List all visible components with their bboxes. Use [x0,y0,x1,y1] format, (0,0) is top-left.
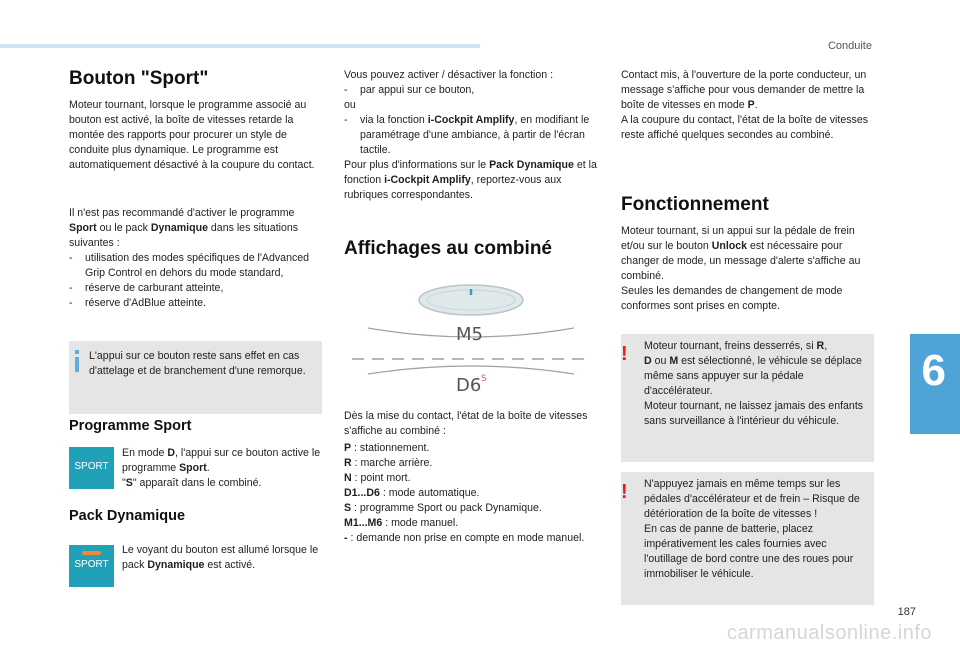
operation-text: est nécessaire pour changer de mode, un message d'alerte s'affiche au combiné. [621,240,861,282]
pack-dynamique-text [122,543,322,573]
sport-button-icon [69,447,114,489]
reco-text-3: dans les situations suivantes : [69,222,299,249]
door-mode-p: P [747,99,755,111]
warning-d: D [644,355,652,367]
warning-text: est sélectionné, le véhicule se déplace même sans appuyer sur la pédale d'accélérateur. [644,355,862,397]
legend-item [344,501,599,516]
prog-s: S [125,477,133,489]
sport-button-label: SPORT [74,461,109,472]
operation-text: Moteur tournant, si un appui sur la pédale de frein et/ou sur le bouton [621,225,855,252]
warning-r: R [816,340,825,352]
ref-text: Pour plus d'informations sur le [344,159,490,171]
pack-text-1: Le voyant du bouton est allumé lorsque le pack [122,544,319,571]
sport-intro-paragraph: Moteur tournant, lorsque le programme associé au bouton est activé, la boîte de vitesses retarde la montée des rapports pour procurer un style de conduite plus dynamique. Le programme est automatiquement désactivé à la coupure du contact. [69,99,315,171]
legend-key: N [344,472,352,484]
warning-battery-text: En cas de panne de batterie, placez impérativement les cales fournies avec l'outillage de bord contre une des roues pour immobiliser le véhicule. [644,523,854,580]
warning-icon: ! [621,481,628,503]
prog-sport: Sport [179,462,207,474]
legend-value: : stationnement. [351,442,430,454]
reco-item: - réserve d'AdBlue atteinte. [69,296,322,311]
pack-dynamique: Dynamique [147,559,205,571]
warning-children-text: Moteur tournant, ne laissez jamais des enfants sans surveillance à l'intérieur du véhicule. [644,400,864,427]
operation-compliance-text: Seules les demandes de changement de mode conformes sont prises en compte. [621,285,843,312]
legend-item [344,456,599,471]
reco-item: - réserve de carburant atteinte, [69,281,322,296]
legend-item [344,486,599,501]
activation-reference [344,158,599,203]
warning-text: Moteur tournant, freins desserrés, si [644,340,817,352]
activation-line: Vous pouvez activer / désactiver la fonction : [344,69,554,81]
legend-item [344,516,599,531]
cluster-bottom-gear: D6 [456,375,482,396]
cluster-display-title: Affichages au combiné [344,238,552,259]
header-rule [0,44,480,48]
warning-pedals-text: N'appuyez jamais en même temps sur les pédales d'accélérateur et de frein – Risque de détérioration de la boîte de vitesses ! [644,478,860,520]
operation-unlock: Unlock [711,240,748,252]
door-text: Contact mis, à l'ouverture de la porte conducteur, un message s'affiche pour vous demander de mettre la boîte de vitesses en mode [621,69,867,111]
chapter-number: 6 [921,346,946,395]
sport-button-lit-icon [69,545,114,587]
ref-text: , reportez-vous aux rubriques correspondantes. [344,174,562,201]
pack-dynamique-title: Pack Dynamique [69,508,186,524]
sport-button-title: Bouton "Sport" [69,68,209,89]
legend-item [344,441,599,456]
activation-or: ou [344,99,356,111]
prog-mode-d: D [167,447,176,459]
legend-value: : programme Sport ou pack Dynamique. [351,502,542,514]
sport-button-label: SPORT [74,559,109,570]
legend-key: M1...M6 [344,517,383,529]
warning-1-text [644,339,870,429]
warning-m: M [669,355,679,367]
gear-legend [344,441,599,546]
watermark: carmanualsonline.info [726,622,932,644]
reco-sport: Sport [69,222,97,234]
activation-text: , en modifiant le paramétrage d'une ambiance, à partir de l'écran tactile. [360,114,590,156]
pack-text-2: est activé. [204,559,256,571]
legend-key: R [344,457,352,469]
warning-2-text [644,477,870,582]
operation-title: Fonctionnement [621,194,769,215]
legend-value: : marche arrière. [351,457,433,469]
warning-note-1 [621,334,874,462]
ignition-off-text: A la coupure du contact, l'état de la boîte de vitesses reste affiché quelques secondes au combiné. [621,114,869,141]
legend-value: : demande non prise en compte en mode manuel. [347,532,585,544]
warning-icon: ! [621,343,628,365]
door-text: . [754,99,758,111]
prog-text-2: , l'appui sur ce bouton active le programme [122,447,321,474]
reco-item: - utilisation des modes spécifiques de l'Advanced Grip Control en dehors du mode standard, [69,251,322,281]
legend-item [344,531,599,546]
cluster-top-gear: M5 [456,324,483,345]
prog-text-4: " apparaît dans le combiné. [132,477,262,489]
display-intro: Dès la mise du contact, l'état de la boîte de vitesses s'affiche au combiné : [344,410,588,437]
door-message-paragraph [621,68,874,143]
recommendation-paragraph [69,206,322,311]
ref-text: et la fonction [344,159,597,186]
legend-key: P [344,442,352,454]
page-number: 187 [897,606,916,618]
warning-note-2 [621,472,874,605]
section-name: Conduite [827,40,872,52]
ref-pack: Pack Dynamique [489,159,574,171]
legend-value: : mode automatique. [379,487,480,499]
reco-dynamique: Dynamique [150,222,208,234]
activation-text: via la fonction [360,114,428,126]
activation-item: - par appui sur ce bouton, [344,83,599,98]
legend-key: - [344,532,348,544]
legend-item [344,471,599,486]
prog-text-3: . [206,462,210,474]
prog-quote-open: " [122,477,126,489]
programme-sport-title: Programme Sport [69,418,192,434]
legend-key: D1...D6 [344,487,380,499]
info-icon [75,350,79,372]
warning-text: ou [651,355,670,367]
ref-amplify: i-Cockpit Amplify [384,174,471,186]
info-note-text: L'appui sur ce bouton reste sans effet en cas d'attelage et de branchement d'une remorque. [89,350,306,377]
reco-text-2: ou le pack [96,222,151,234]
legend-value: : mode manuel. [382,517,459,529]
prog-text-1: En mode [122,447,168,459]
reco-text-1: Il n'est pas recommandé d'activer le programme [69,207,295,219]
legend-value: : point mort. [351,472,411,484]
legend-key: S [344,502,352,514]
activation-amplify: i-Cockpit Amplify [427,114,515,126]
cluster-sport-indicator: S [481,374,487,384]
activation-item [344,113,599,158]
warning-text: , [824,340,828,352]
programme-sport-text [122,446,322,491]
instrument-cluster-illustration [344,278,599,396]
info-note [69,341,322,414]
indicator-led-icon [82,551,101,555]
operation-paragraph [621,224,874,314]
activation-block [344,68,599,203]
